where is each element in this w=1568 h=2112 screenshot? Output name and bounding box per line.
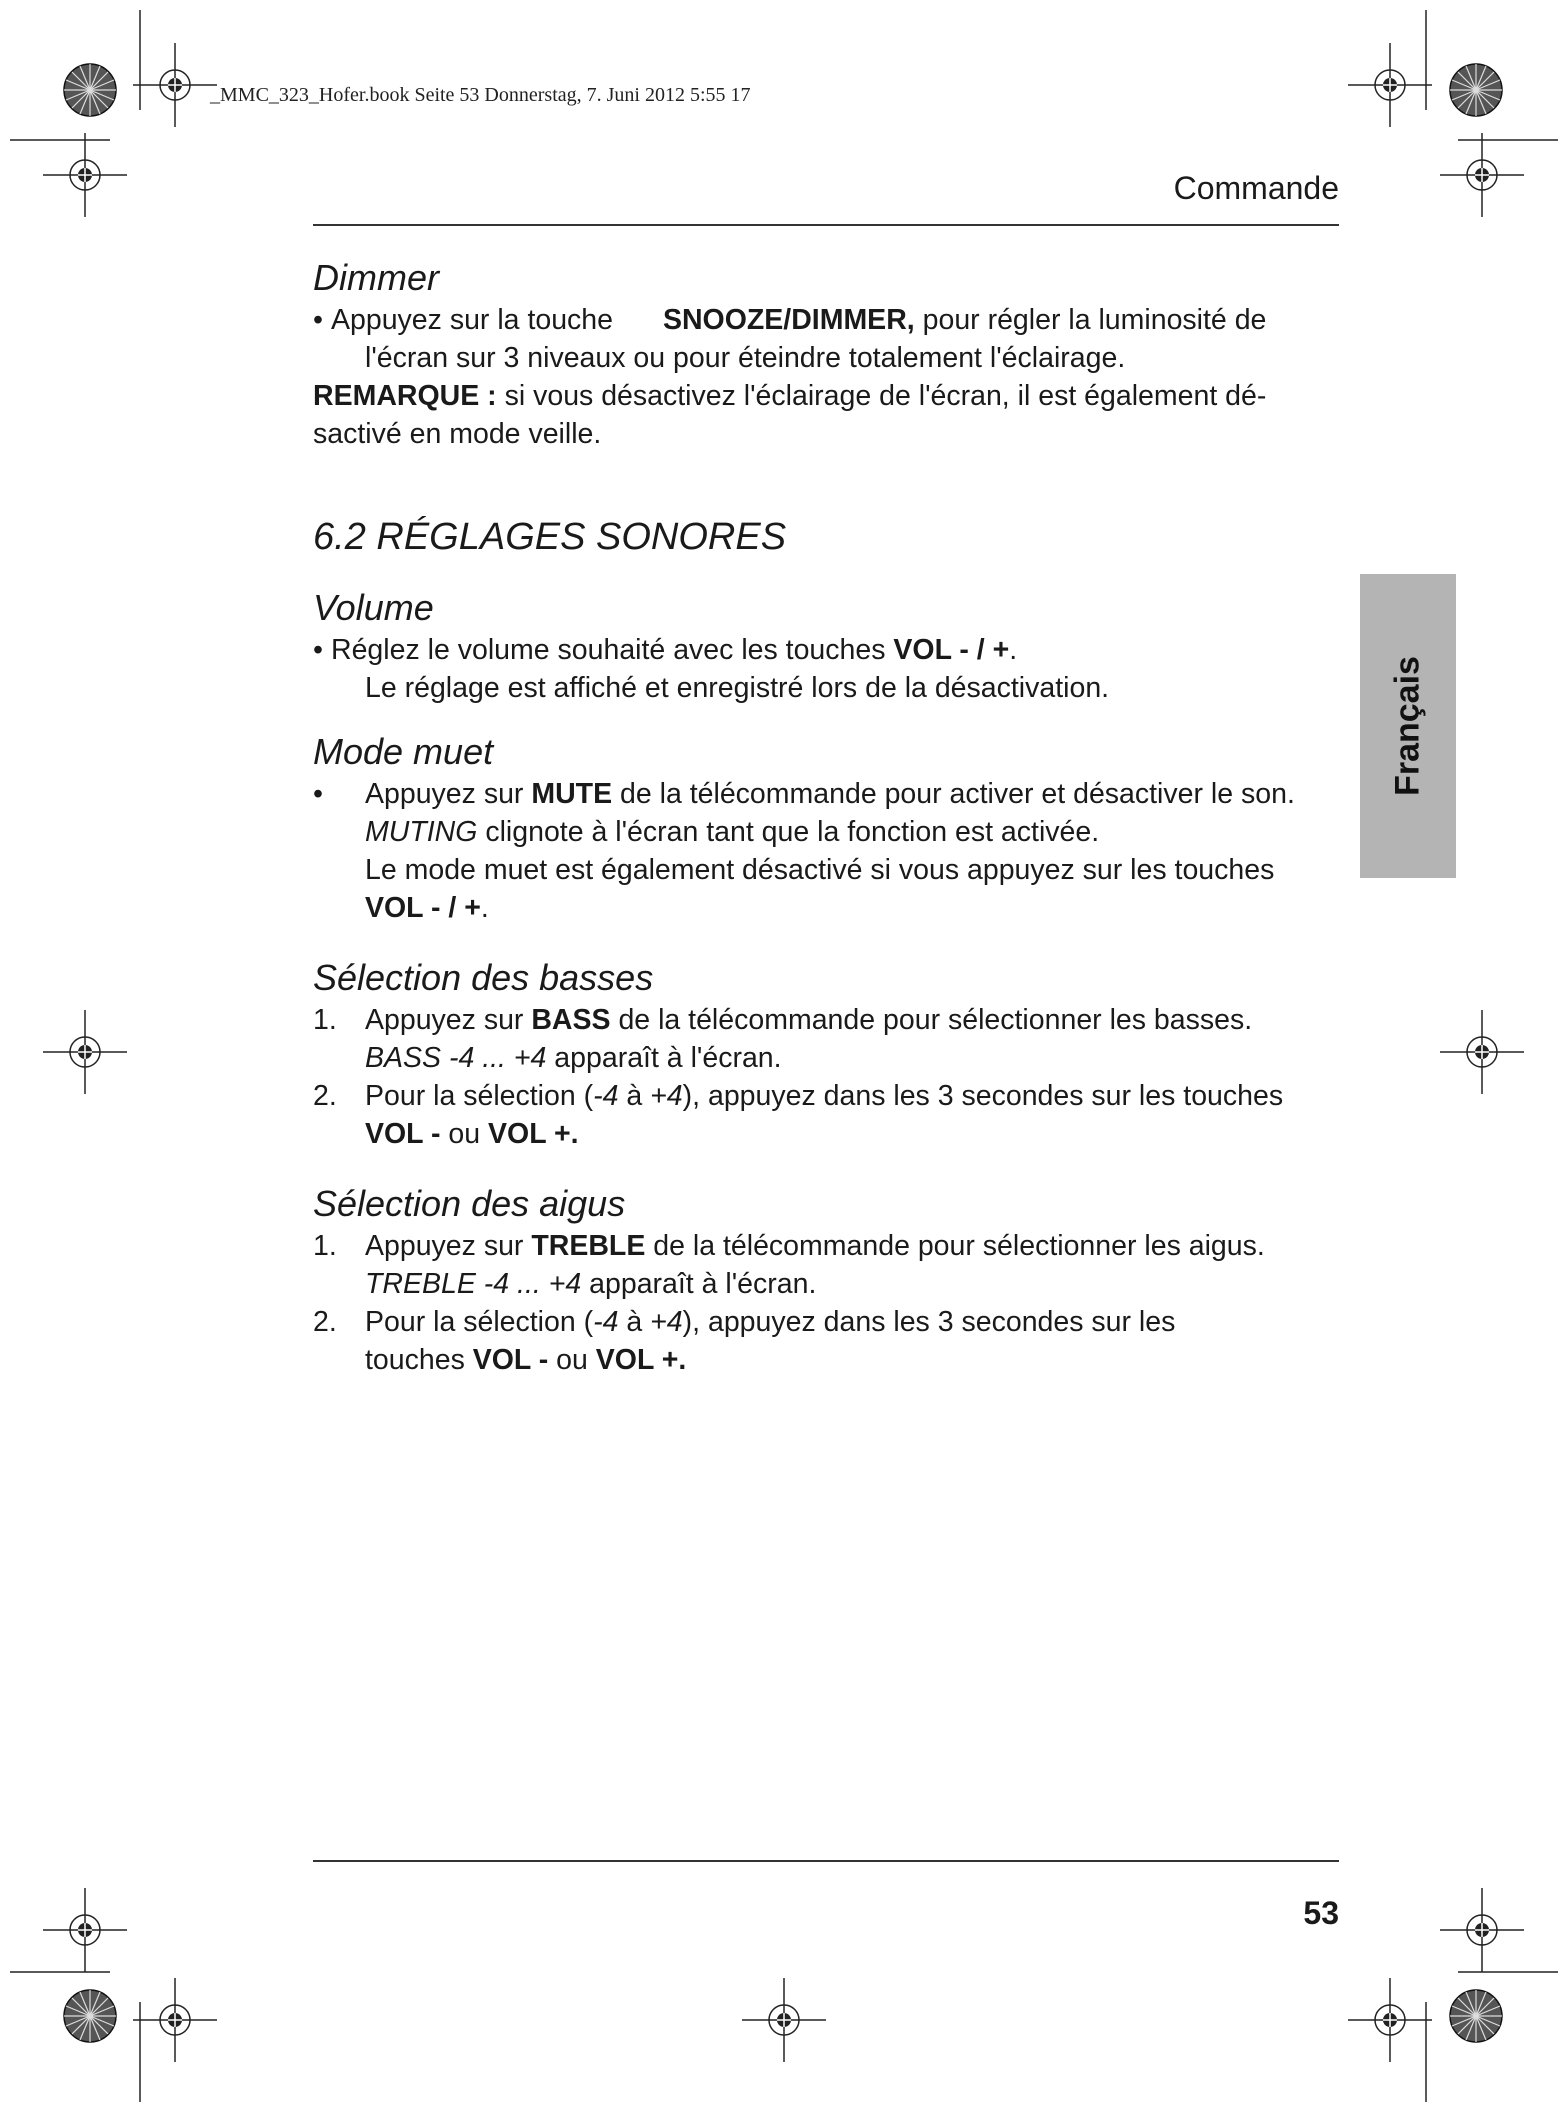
print-slug-line: _MMC_323_Hofer.book Seite 53 Donnerstag, 7. Juni 2012 5:55 17 [210, 84, 751, 106]
dimmer-line2: l'écran sur 3 niveaux ou pour éteindre totalement l'éclairage. [365, 342, 1126, 374]
mute-heading: Mode muet [313, 731, 494, 772]
volume-line2: Le réglage est affiché et enregistré lors de la désactivation. [365, 672, 1110, 704]
footer-rule [313, 1860, 1339, 1862]
dimmer-note: REMARQUE : si vous désactivez l'éclairage de l'écran, il est également dé- [313, 380, 1267, 412]
bass-step-1-line2: BASS -4 ... +4 apparaît à l'écran. [365, 1042, 782, 1074]
page-content [313, 255, 1343, 1379]
treble-step-1: 1. Appuyez sur TREBLE de la télécommande pour sélectionner les aigus. [313, 1230, 1265, 1262]
mute-line2: MUTING clignote à l'écran tant que la fonction est activée. [365, 816, 1100, 848]
running-header-title: Commande [1173, 170, 1339, 206]
volume-heading: Volume [313, 587, 434, 628]
language-side-tab [1360, 574, 1456, 878]
page-number: 53 [1303, 1895, 1339, 1931]
bass-step-2-line2: VOL - ou VOL +. [365, 1118, 579, 1150]
dimmer-bullet-item: • Appuyez sur la touche SNOOZE/DIMMER, pour régler la luminosité de [313, 301, 1343, 339]
bass-step-1: 1. Appuyez sur BASS de la télécommande pour sélectionner les basses. [313, 1004, 1253, 1036]
section-heading: 6.2 RÉGLAGES SONORES [313, 516, 787, 558]
mute-bullet-item: • Appuyez sur MUTE de la télécommande pour activer et désactiver le son. [313, 778, 1295, 810]
bullet-mark: • [313, 304, 323, 336]
mute-line4: VOL - / +. [365, 892, 489, 924]
dimmer-heading: Dimmer [313, 257, 439, 298]
language-tab-label: Français [1388, 656, 1427, 796]
treble-step-2: 2. Pour la sélection (-4 à +4), appuyez dans les 3 secondes sur les [313, 1306, 1176, 1338]
bass-heading: Sélection des basses [313, 957, 654, 998]
volume-bullet-item: • Réglez le volume souhaité avec les touches VOL - / +. [313, 634, 1018, 666]
mute-line3: Le mode muet est également désactivé si vous appuyez sur les touches [365, 854, 1275, 886]
header-rule [313, 224, 1339, 226]
treble-step-2-line2: touches VOL - ou VOL +. [365, 1344, 687, 1376]
bass-step-2: 2. Pour la sélection (-4 à +4), appuyez dans les 3 secondes sur les touches [313, 1080, 1284, 1112]
treble-step-1-line2: TREBLE -4 ... +4 apparaît à l'écran. [365, 1268, 817, 1300]
note-label: REMARQUE : [313, 380, 497, 412]
treble-heading: Sélection des aigus [313, 1183, 626, 1224]
dimmer-note-line2: sactivé en mode veille. [313, 418, 602, 450]
